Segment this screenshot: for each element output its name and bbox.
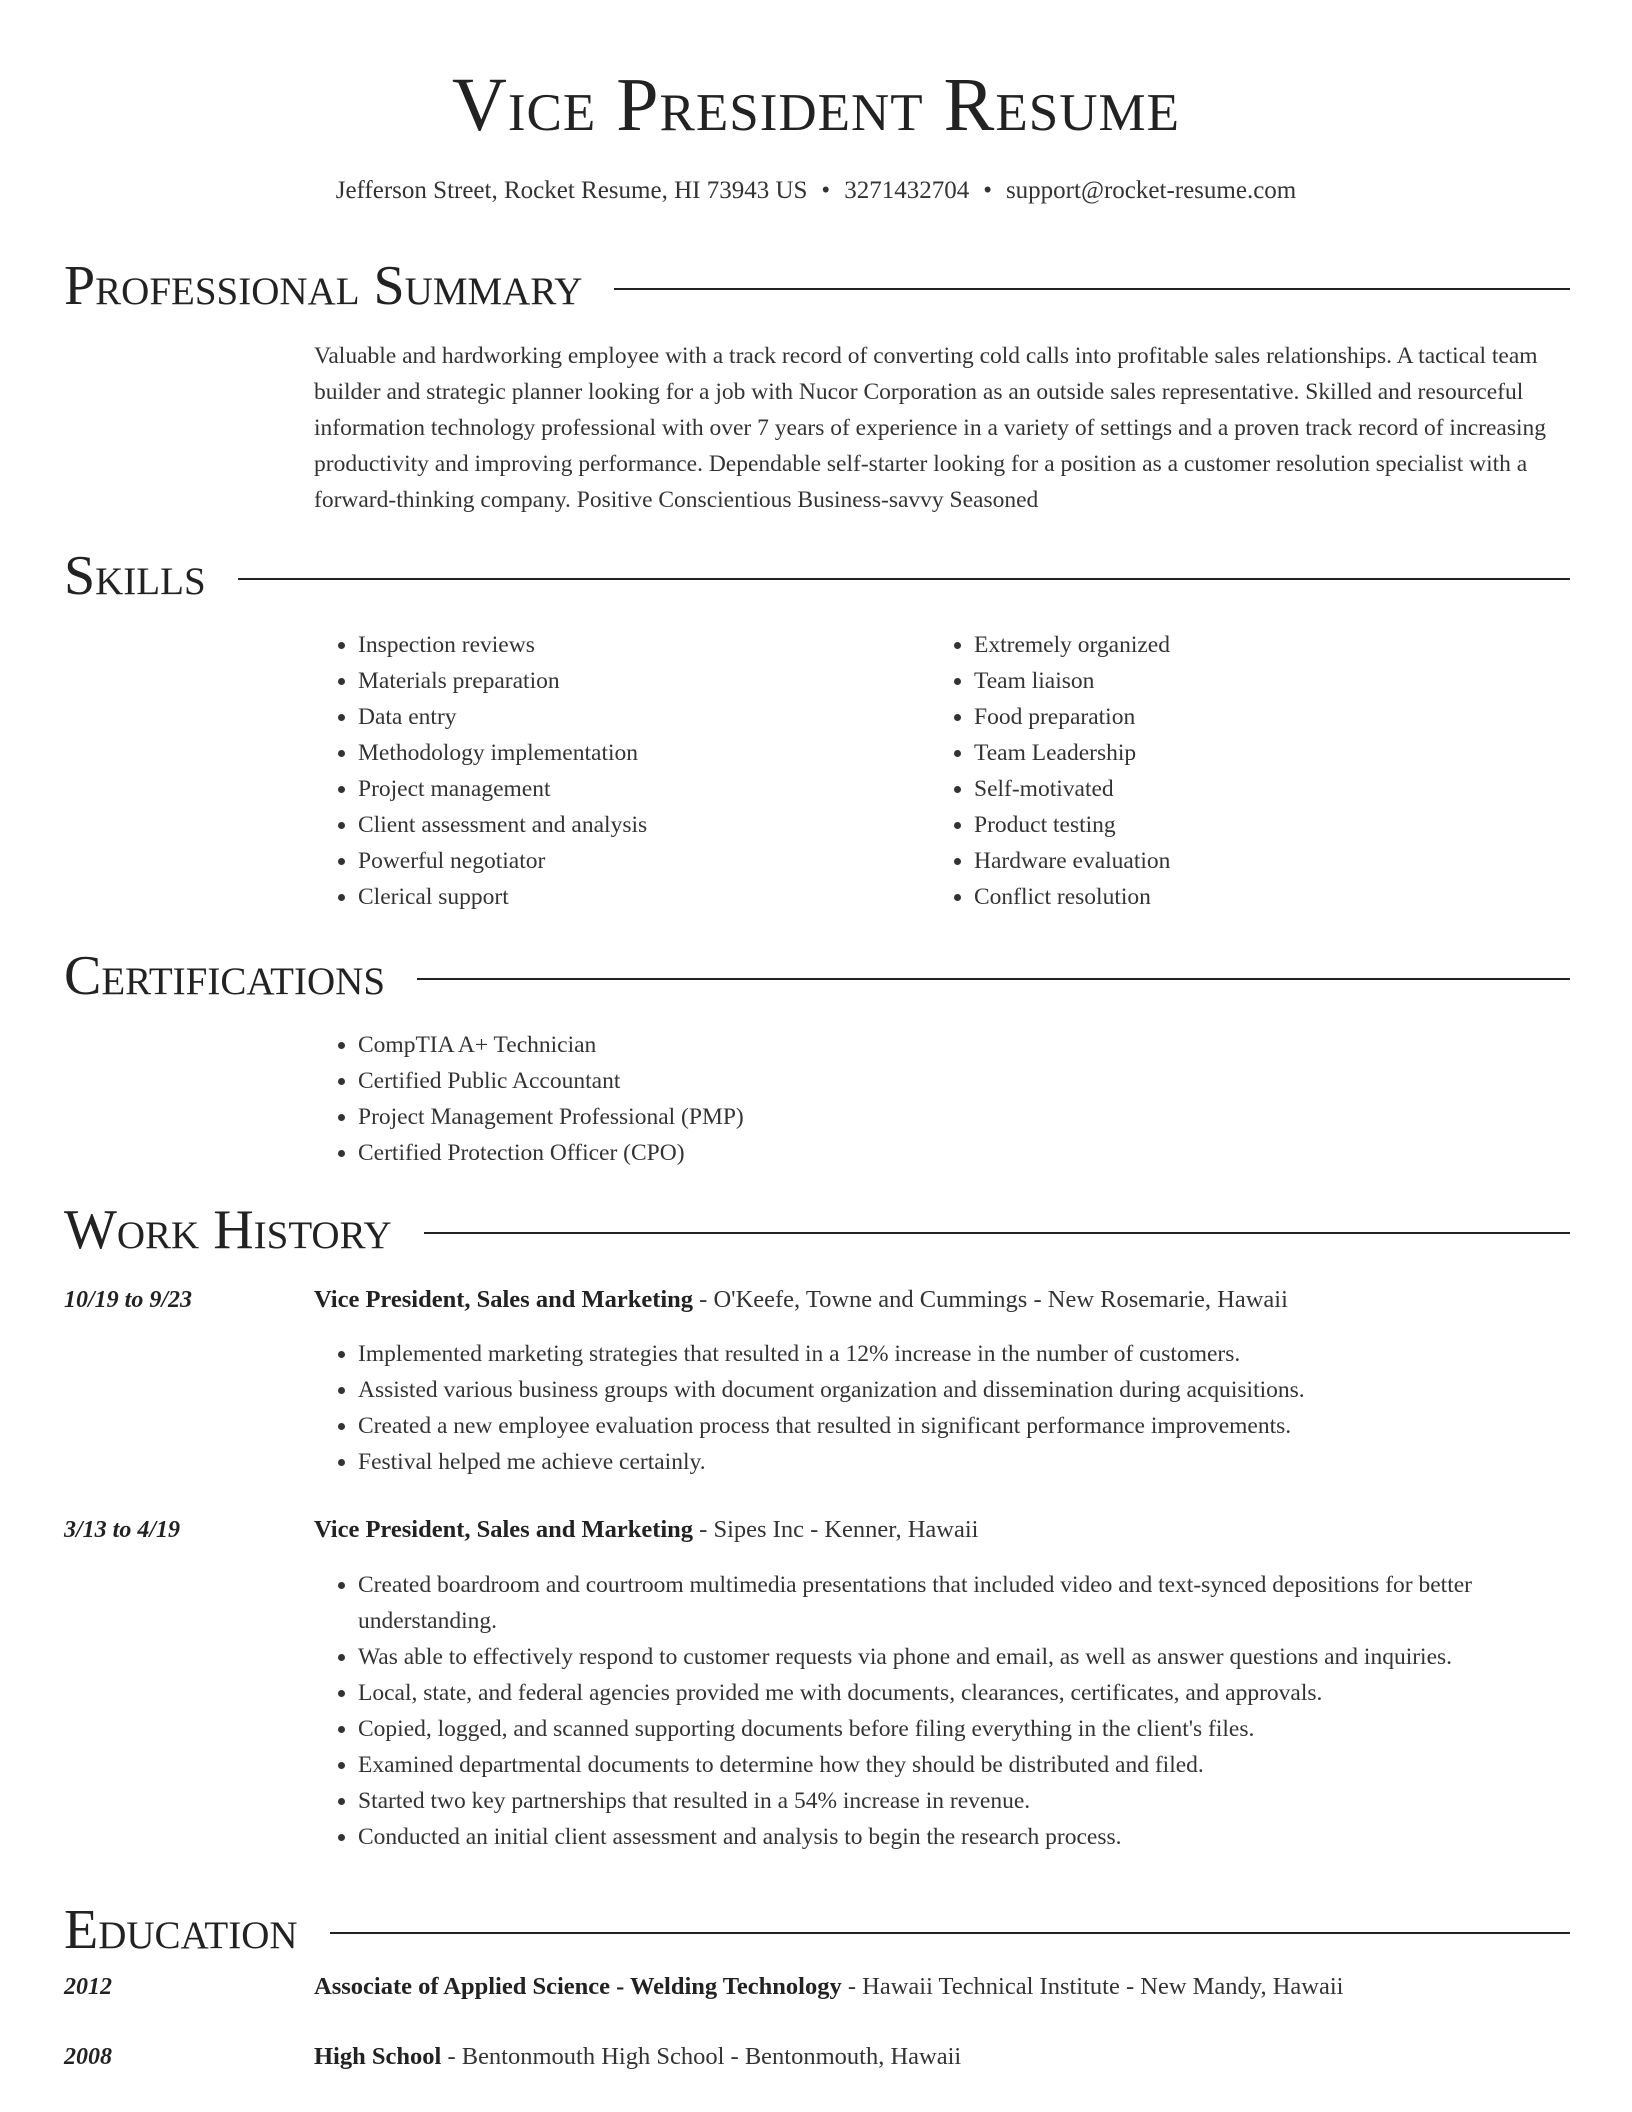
section-divider [424,1232,1570,1234]
skill-item: • Data entry [358,699,914,735]
contact-separator: • [983,177,992,204]
section-title: Certifications [64,945,386,1007]
skill-item: • Hardware evaluation [974,843,1530,879]
skill-item: • Clerical support [358,879,914,915]
skill-item: • Inspection reviews [358,627,914,663]
job-bullet-list [314,1567,1574,1855]
job-heading [314,1512,1574,1548]
skills-list [930,627,1530,915]
job-bullet: • Copied, logged, and scanned supporting documents before filing everything in the client's files. [358,1711,1574,1747]
skill-item: • Team Leadership [974,735,1530,771]
certification-item: • Certified Protection Officer (CPO) [358,1135,1214,1171]
section-header-work-history [64,1198,1570,1262]
job-bullet: • Examined departmental documents to determine how they should be distributed and filed. [358,1747,1574,1783]
education-year: 2008 [64,2044,112,2070]
skills-list [314,627,914,915]
skill-item: • Extremely organized [974,627,1530,663]
section-header-skills [64,544,1570,608]
skills-column-right [930,627,1530,915]
job-title: Vice President, Sales and Marketing [314,1516,694,1543]
section-title: Work History [64,1199,392,1261]
section-title: Education [64,1899,298,1961]
certification-item: • Project Management Professional (PMP) [358,1099,1214,1135]
education-degree: High School [314,2043,442,2070]
job-bullet: • Festival helped me achieve certainly. [358,1444,1574,1480]
job-heading [314,1282,1574,1318]
contact-email: support@rocket-resume.com [1005,177,1297,204]
job-details [314,1567,1574,1855]
contact-address: Jefferson Street, Rocket Resume, HI 73943 US [335,177,808,204]
job-dates: 10/19 to 9/23 [64,1287,193,1313]
contact-line [0,174,1632,208]
section-title: Skills [64,545,206,607]
job-employer: - Sipes Inc - Kenner, Hawaii [693,1516,979,1543]
section-header-certifications [64,944,1570,1008]
section-header-summary [64,254,1570,318]
certification-item: • Certified Public Accountant [358,1063,1214,1099]
section-header-education [64,1898,1570,1962]
certifications-list [314,1027,1214,1171]
education-year: 2012 [64,1974,112,2000]
section-divider [238,578,1570,580]
job-employer: - O'Keefe, Towne and Cummings - New Rosemarie, Hawaii [693,1286,1288,1313]
skill-item: • Client assessment and analysis [358,807,914,843]
job-bullet-list [314,1336,1574,1480]
job-bullet: • Conducted an initial client assessment and analysis to begin the research process. [358,1819,1574,1855]
skill-item: • Powerful negotiator [358,843,914,879]
skills-column-left [314,627,914,915]
section-divider [330,1932,1570,1934]
job-bullet: • Assisted various business groups with document organization and dissemination during acquisitions. [358,1372,1574,1408]
resume-title: Vice President Resume [452,63,1180,147]
certifications-block [314,1027,1214,1171]
education-degree: Associate of Applied Science - Welding Technology [314,1973,842,2000]
job-bullet: • Created a new employee evaluation process that resulted in significant performance improvements. [358,1408,1574,1444]
education-school: - Hawaii Technical Institute - New Mandy, Hawaii [841,1973,1344,2000]
skill-item: • Materials preparation [358,663,914,699]
job-bullet: • Was able to effectively respond to customer requests via phone and email, as well as answer questions and inquiries. [358,1639,1574,1675]
skill-item: • Methodology implementation [358,735,914,771]
skill-item: • Self-motivated [974,771,1530,807]
skill-item: • Product testing [974,807,1530,843]
job-dates: 3/13 to 4/19 [64,1517,181,1543]
education-heading [314,1969,1574,2005]
skill-item: • Food preparation [974,699,1530,735]
contact-phone: 3271432704 [844,177,970,204]
skill-item: • Conflict resolution [974,879,1530,915]
skill-item: • Team liaison [974,663,1530,699]
contact-separator: • [821,177,831,204]
job-bullet: • Local, state, and federal agencies provided me with documents, clearances, certificates, and approvals. [358,1675,1574,1711]
section-title: Professional Summary [64,255,583,317]
section-divider [417,978,1570,980]
education-heading [314,2039,1574,2075]
job-details [314,1336,1574,1480]
job-bullet: • Started two key partnerships that resulted in a 54% increase in revenue. [358,1783,1574,1819]
summary-text: Valuable and hardworking employee with a track record of converting cold calls into profitable sales relationships. A tactical team builder and strategic planner looking for a job with Nucor Corporation as an outside sales representative. Skilled and resourceful information technology professional with over 7 years of experience in a variety of settings and a proven track record of increasing productivity and improving performance. Dependable self-starter looking for a position as a customer resolution specialist with a forward-thinking company. Positive Conscientious Business-savvy Seasoned [314,343,1547,513]
job-bullet: • Implemented marketing strategies that resulted in a 12% increase in the number of customers. [358,1336,1574,1372]
job-title: Vice President, Sales and Marketing [314,1286,694,1313]
skill-item: • Project management [358,771,914,807]
job-bullet: • Created boardroom and courtroom multimedia presentations that included video and text-synced depositions for better understanding. [358,1567,1574,1639]
education-school: - Bentonmouth High School - Bentonmouth, Hawaii [441,2043,962,2070]
section-divider [614,288,1570,290]
certification-item: • CompTIA A+ Technician [358,1027,1214,1063]
